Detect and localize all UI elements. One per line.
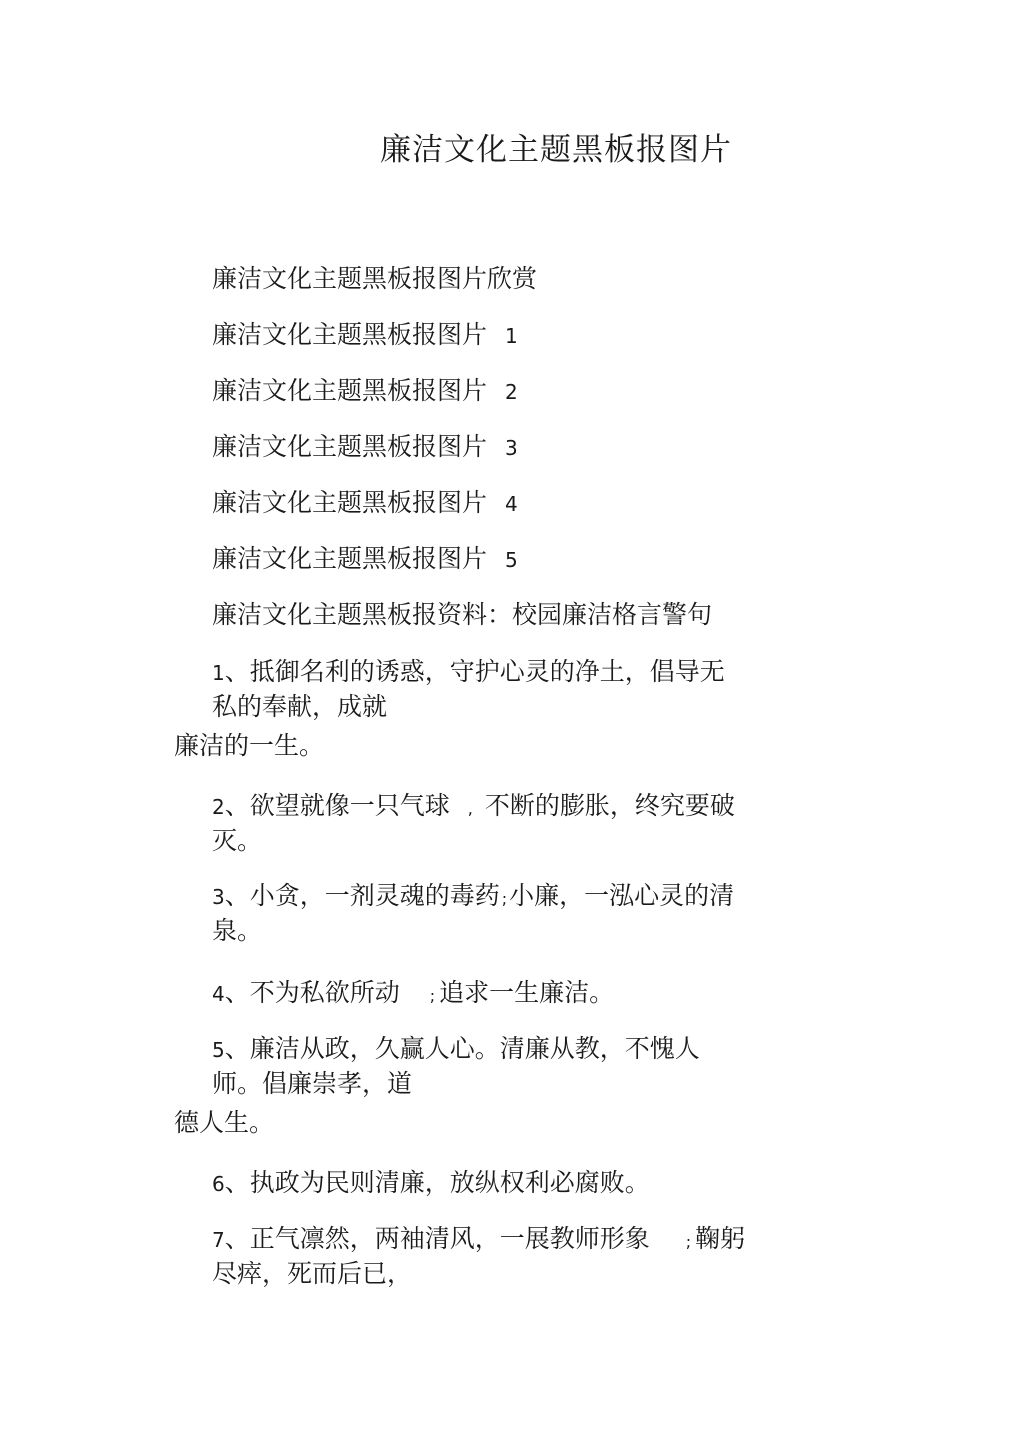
quote-separator: ; bbox=[429, 986, 436, 1005]
quote-text: 、抵御名利的诱惑，守护心灵的净土，倡导无 bbox=[224, 657, 725, 686]
picture-item-3 bbox=[212, 430, 518, 465]
quote-3-line-1 bbox=[212, 879, 734, 916]
quote-text: 追求一生廉洁。 bbox=[439, 978, 615, 1007]
quote-number: 2 bbox=[212, 795, 225, 819]
picture-item-label: 廉洁文化主题黑板报图片 bbox=[212, 488, 488, 517]
intro-line: 廉洁文化主题黑板报图片欣赏 bbox=[212, 264, 538, 293]
quote-text: 、小贪，一剂灵魂的毒药 bbox=[224, 881, 500, 910]
picture-item-5 bbox=[212, 542, 518, 577]
quote-4-line-1 bbox=[212, 976, 614, 1013]
quote-number: 7 bbox=[212, 1228, 225, 1252]
quote-text: 、不为私欲所动 bbox=[224, 978, 400, 1007]
quote-2-line-1 bbox=[212, 789, 735, 826]
quote-text: 不断的膨胀，终究要破 bbox=[484, 791, 735, 820]
quote-separator: ; bbox=[685, 1232, 692, 1251]
quote-text: 、廉洁从政，久赢人心。清廉从教，不愧人 bbox=[224, 1034, 700, 1063]
quote-number: 3 bbox=[212, 885, 225, 909]
quote-1-line-3: 廉洁的一生。 bbox=[174, 731, 325, 760]
picture-item-label: 廉洁文化主题黑板报图片 bbox=[212, 320, 488, 349]
quote-text: 、正气凛然，两袖清风，一展教师形象 bbox=[224, 1224, 650, 1253]
picture-item-label: 廉洁文化主题黑板报图片 bbox=[212, 432, 488, 461]
quote-text: 、执政为民则清廉，放纵权利必腐败。 bbox=[224, 1168, 650, 1197]
picture-item-label: 廉洁文化主题黑板报图片 bbox=[212, 376, 488, 405]
picture-item-number: 4 bbox=[505, 492, 518, 516]
quote-5-line-1 bbox=[212, 1032, 700, 1067]
quote-separator: , bbox=[467, 799, 473, 818]
quote-text: 小廉，一泓心灵的清 bbox=[509, 881, 735, 910]
picture-item-number: 1 bbox=[505, 324, 518, 348]
quote-5-line-3: 德人生。 bbox=[174, 1108, 275, 1137]
quote-7-line-2: 尽瘁，死而后已， bbox=[212, 1259, 413, 1288]
material-heading: 廉洁文化主题黑板报资料：校园廉洁格言警句 bbox=[212, 600, 713, 629]
quote-number: 6 bbox=[212, 1172, 225, 1196]
picture-item-number: 5 bbox=[505, 548, 518, 572]
quote-number: 5 bbox=[212, 1038, 225, 1062]
picture-item-number: 3 bbox=[505, 436, 518, 460]
quote-number: 1 bbox=[212, 661, 225, 685]
quote-7-line-1 bbox=[212, 1222, 745, 1259]
quote-5-line-2: 师。倡廉崇孝，道 bbox=[212, 1069, 413, 1098]
quote-text: 、欲望就像一只气球 bbox=[224, 791, 450, 820]
picture-item-4 bbox=[212, 486, 518, 521]
quote-2-line-2: 灭。 bbox=[212, 826, 263, 855]
quote-text: 鞠躬 bbox=[695, 1224, 746, 1253]
document-title: 廉洁文化主题黑板报图片 bbox=[380, 132, 732, 168]
quote-1-line-2: 私的奉献，成就 bbox=[212, 692, 388, 721]
quote-6-line-1 bbox=[212, 1166, 650, 1201]
picture-item-2 bbox=[212, 374, 518, 409]
quote-number: 4 bbox=[212, 982, 225, 1006]
quote-3-line-2: 泉。 bbox=[212, 916, 263, 945]
picture-item-label: 廉洁文化主题黑板报图片 bbox=[212, 544, 488, 573]
quote-1-line-1 bbox=[212, 655, 725, 690]
picture-item-number: 2 bbox=[505, 380, 518, 404]
picture-item-1 bbox=[212, 318, 518, 353]
quote-separator: ; bbox=[501, 889, 508, 908]
